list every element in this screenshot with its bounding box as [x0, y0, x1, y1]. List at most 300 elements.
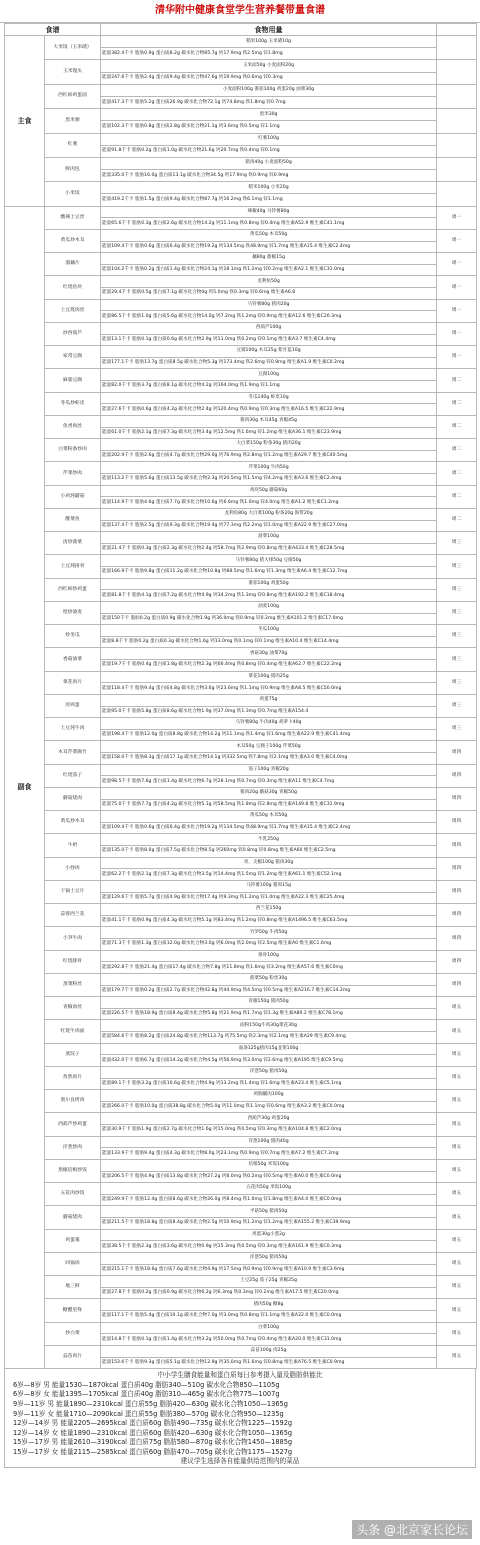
menu-row	[5, 1276, 477, 1288]
ingredients: 洋葱50g 猪肉50g	[101, 1252, 437, 1264]
weekday: 周三	[437, 671, 477, 694]
ingredients: 豆腐100g 木耳25g 紫甘蓝10g	[101, 346, 437, 358]
menu-row	[5, 439, 477, 451]
dish-name: 蒜蓉西兰花	[45, 904, 101, 927]
menu-row	[5, 109, 477, 121]
reference-row: 9岁—11岁 女 能量1710—2090kcal 蛋白质55g 脂肪380—570g 碳水化合物950—1235g	[13, 1409, 284, 1418]
weekday: 周一	[437, 346, 477, 369]
nutrition: 能量71.3千卡 脂肪1.3g 蛋白质12.0g 碳水化合物3.0g 钙6.0mg 铁2.0mg 锌2.5mg 维生素A0 维生素C1.6mg	[101, 939, 437, 951]
menu-row	[5, 927, 477, 939]
menu-row	[5, 811, 477, 823]
weekday: 周一	[437, 322, 477, 345]
menu-row	[5, 741, 477, 753]
nutrition: 能量129.6千卡 脂肪5.7g 蛋白质4.9g 碳水化合物17.4g 钙9.3mg 铁1.2mg 锌1.0mg 维生素A22.3 维生素C25.4mg	[101, 892, 437, 904]
menu-row	[5, 694, 477, 706]
ingredients: 鸡蛋30g小葱2g	[101, 1229, 437, 1241]
dish-name: 小鸡炖蘑菇	[45, 485, 101, 508]
dish-name: 黄瓜炒木耳	[45, 811, 101, 834]
menu-row	[5, 157, 477, 169]
nutrition: 能量61.0千卡 脂肪2.1g 蛋白质7.3g 碳水化合物3.4g 钙12.5mg 铁1.6mg 锌1.2mg 维生素A36.1 维生素C23.9mg	[101, 427, 437, 439]
menu-row	[5, 253, 477, 265]
menu-row	[5, 1136, 477, 1148]
ingredients: 龙利鱼50g	[101, 276, 437, 288]
ingredients: 猪肉30g 木耳45g 青椒45g	[101, 415, 437, 427]
dish-name: 黄瓜炒木耳	[45, 229, 101, 252]
weekday: 周三	[437, 648, 477, 671]
nutrition: 能量177.1千卡 脂肪13.7g 蛋白质8.5g 碳水化合物5.3g 钙173.4mg 铁2.6mg 锌0.9mg 维生素A1.9 维生素C0.2mg	[101, 357, 437, 369]
ingredients: 排骨100g	[101, 950, 437, 962]
weekday: 周五	[437, 1136, 477, 1159]
nutrition: 能量27.8千卡 脂肪0.2g 蛋白质0.9g 碳水化合物6.2g 钙6.3mg 铁0.3mg 锌0.2mg 维生素A17.5 维生素C20.0mg	[101, 1287, 437, 1299]
dish-name: 炝炒油麦	[45, 601, 101, 624]
dish-name: 煎鸡蛋	[45, 694, 101, 717]
nutrition: 能量202.9千卡 脂肪2.6g 蛋白质4.7g 碳水化合物29.0g 钙76.9mg 铁2.8mg 锌1.2mg 维生素A29.7 维生素C40.5mg	[101, 450, 437, 462]
ingredients: 牛乳250g	[101, 834, 437, 846]
ingredients: 红薯100g	[101, 133, 437, 145]
dish-name: 炒西葫芦	[45, 322, 101, 345]
weekday: 周二	[437, 485, 477, 508]
weekday: 周四	[437, 811, 477, 834]
ingredients: 猪肉40g 小麦面粉50g	[101, 157, 437, 169]
ingredients: 西葫芦30g 鸡蛋20g	[101, 1113, 437, 1125]
weekday: 周四	[437, 764, 477, 787]
dish-name: 奥尔良烤肉	[45, 1090, 101, 1113]
menu-row	[5, 625, 477, 637]
nutrition: 能量417.3千卡 脂肪5.2g 蛋白质26.9g 碳水化合物72.1g 钙74.8mg 铁1.8mg 锌0.7mg	[101, 96, 437, 108]
dish-name: 地三鲜	[45, 1276, 101, 1299]
dish-name: 蘑菇烧肉	[45, 787, 101, 810]
nutrition: 能量29.4千卡 脂肪0.5g 蛋白质7.1g 碳水化合物0g 钙5.0mg 铁0.3mg 锌0.6mg 维生素A6.8	[101, 288, 437, 300]
nutrition: 能量382.4千卡 脂肪0.9g 蛋白质8.2g 碳水化合物85.7g 钙17.9mg 铁2.5mg 锌1.8mg	[101, 48, 437, 60]
dish-name: 炒冬瓜	[45, 625, 101, 648]
menu-row	[5, 973, 477, 985]
ingredients: 芹菜100g 牛肉50g	[101, 462, 437, 474]
reference-rows	[5, 1381, 475, 1458]
weekday: 周五	[437, 1322, 477, 1345]
dish-name: 牛奶	[45, 834, 101, 857]
menu-row	[5, 764, 477, 776]
weekday	[437, 60, 477, 84]
menu-row	[5, 485, 477, 497]
weekday: 周二	[437, 415, 477, 438]
ingredients: 土豆25g 茄子25g 青椒25g	[101, 1276, 437, 1288]
nutrition: 能量198.4千卡 脂肪12.0g 蛋白质8.8g 碳水化合物14.2g 钙11.1mg 铁1.4mg 锌1.6mg 维生素A22.9 维生素C41.4mg	[101, 729, 437, 741]
menu-row	[5, 1345, 477, 1357]
ingredients: 蒜苗100g 肉25g	[101, 1345, 437, 1357]
dish-name: 红烧牛肉面	[45, 1020, 101, 1043]
ingredients: 鸡蛋75g	[101, 694, 437, 706]
dish-name: 清炒菠菜	[45, 532, 101, 555]
weekday	[437, 182, 477, 206]
weekday: 周一	[437, 299, 477, 322]
nutrition: 能量113.2千卡 脂肪5.6g 蛋白质13.5g 碳水化合物2.3g 钙20.5mg 铁1.5mg 锌4.2mg 维生素A3.6 维生素C2.4mg	[101, 474, 437, 486]
weekday: 周一	[437, 229, 477, 252]
nutrition: 能量65.6千卡 脂肪0.3g 蛋白质2.6g 碳水化合物14.2g 钙11.1mg 铁0.8mg 锌0.4mg 维生素A52.9 维生素C41.1mg	[101, 218, 437, 230]
reference-note: 建议学生选择各自能量供给范围内的菜品	[180, 1457, 300, 1466]
menu-row	[5, 950, 477, 962]
nutrition: 能量30.9千卡 脂肪1.9g 蛋白质2.7g 碳水化合物1.6g 钙15.0mg 铁0.5mg 锌0.3mg 维生素A104.8 维生素C2.0mg	[101, 1125, 437, 1137]
weekday: 周五	[437, 1113, 477, 1136]
dish-name: 鸡蛋羹	[45, 1229, 101, 1252]
dish-name: 蒸菜粉丝	[45, 973, 101, 996]
weekday: 周二	[437, 508, 477, 531]
weekday: 周四	[437, 973, 477, 996]
ingredients: 菜花100g 猪肉25g	[101, 671, 437, 683]
weekday	[437, 109, 477, 133]
nutrition: 能量21.4千卡 脂肪0.3g 蛋白质2.3g 碳水化合物2.4g 钙58.7mg 铁2.9mg 锌0.8mg 维生素A433.4 维生素C28.5mg	[101, 543, 437, 555]
menu-row	[5, 84, 477, 96]
dish-name: 冬瓜炒虾皮	[45, 392, 101, 415]
category-cell: 主食	[5, 36, 45, 207]
nutrition: 能量75.0千卡 脂肪7.7g 蛋白质4.2g 碳水化合物5.1g 钙58.5mg 铁1.8mg 锌2.8mg 维生素A149.8 维生素C31.9mg	[101, 799, 437, 811]
dish-name: 黑米粥	[45, 109, 101, 133]
menu-row	[5, 1183, 477, 1195]
menu-row	[5, 36, 477, 48]
dish-name: 白菜粉条炒肉	[45, 439, 101, 462]
dish-name: 酸辣土豆丝	[45, 206, 101, 229]
dish-name: 蘑菇烧肉	[45, 1206, 101, 1229]
nutrition: 能量150千卡 脂肪0.2g 蛋白质0.9g 碳水化合物1.9g 钙36.0mg 铁0.9mg 锌0.2mg 维生素A101.2 维生素C17.0mg	[101, 613, 437, 625]
ingredients: 猪肉50g 糖8g	[101, 1299, 437, 1311]
weekday: 周二	[437, 392, 477, 415]
nutrition: 能量13.1千卡 脂肪0.1g 蛋白质0.6g 碳水化合物2.9g 钙11.0mg 铁0.2mg 锌0.1mg 维生素A3.7 维生素C4.4mg	[101, 334, 437, 346]
dish-name: 西葫芦炒鸡蛋	[45, 1113, 101, 1136]
menu-row	[5, 904, 477, 916]
dish-name: 土豆炖牛肉	[45, 718, 101, 741]
reference-row: 12岁—14岁 男 能量2205—2695kcal 蛋白质60g 脂肪490—735g 碳水化合物1225—1592g	[13, 1419, 293, 1428]
dish-name: 麻婆豆腐	[45, 369, 101, 392]
page-title: 清华附中健康食堂学生营养餐带量食谱	[0, 0, 480, 23]
nutrition: 能量114.9千卡 脂肪4.6g 蛋白质7.7g 碳水化合物10.6g 钙6.6mg 铁1.0mg 锌4.0mg 维生素A1.2 维生素C1.2mg	[101, 497, 437, 509]
nutrition: 能量432.0千卡 脂肪6.7g 蛋白质14.2g 碳水化合物4.5g 钙56.9mg 铁3.0mg 锌2.6mg 维生素A195 维生素C9.5mg	[101, 1055, 437, 1067]
weekday: 周一	[437, 206, 477, 229]
dish-name: 木耳芹菜腐竹	[45, 741, 101, 764]
menu-row	[5, 182, 477, 194]
menu-row	[5, 1252, 477, 1264]
menu-row	[5, 834, 477, 846]
reference-row: 6岁—8岁 男 能量1530—1870kcal 蛋白质40g 脂肪340—510g 碳水化合物850—1105g	[13, 1380, 280, 1389]
weekday: 周五	[437, 1206, 477, 1229]
nutrition: 能量86.5千卡 脂肪1.0g 蛋白质5.6g 碳水化合物14.0g 钙7.2mg 铁1.2mg 锌0.9mg 维生素A12.6 维生素C20.3mg	[101, 311, 437, 323]
ingredients: 西葫芦100g	[101, 322, 437, 334]
ingredients: 洋葱100g 猪肉40g	[101, 1136, 437, 1148]
dish-name: 红烧鱼块	[45, 276, 101, 299]
weekday	[437, 36, 477, 60]
nutrition: 能量104.2千卡 脂肪0.2g 蛋白质1.4g 碳水化合物24.1g 钙18.1mg 铁1.2mg 锌0.2mg 维生素A2.1 维生素C31.0mg	[101, 264, 437, 276]
ingredients: 油麦100g	[101, 601, 437, 613]
nutrition: 能量137.4千卡 脂肪2.5g 蛋白质9.3g 碳水化合物19.4g 钙77.3mg 铁2.2mg 锌1.0mg 维生素A22.9 维生素C27.0mg	[101, 520, 437, 532]
menu-row	[5, 648, 477, 660]
nutrition: 能量166.9千卡 脂肪9.8g 蛋白质11.2g 碳水化合物10.8g 钙88.5mg 铁1.6mg 锌1.3mg 维生素A6.4 维生素C12.7mg	[101, 567, 437, 579]
ingredients: 冬瓜140g 虾皮10g	[101, 392, 437, 404]
ingredients: 大白菜150g 粉条30g 猪肉20g	[101, 439, 437, 451]
nutrition: 能量158.0千卡 脂肪8.3g 蛋白质17.1g 碳水化合物14.1g 钙332.5mg 铁7.8mg 锌2.1mg 维生素A3.0 维生素C4.0mg	[101, 753, 437, 765]
nutrition: 能量62.2千卡 脂肪2.1g 蛋白质7.3g 碳水化合物3.5g 钙14.4mg 铁1.5mg 锌1.2mg 维生素A61.1 维生素C52.1mg	[101, 869, 437, 881]
dish-name: 孜然肉片	[45, 1066, 101, 1089]
menu-row	[5, 532, 477, 544]
amount-header: 食物用量	[101, 24, 437, 36]
nutrition: 能量133.9千卡 脂肪9.4g 蛋白质4.3g 碳水化合物8.0g 钙23.1mg 铁0.9mg 锌0.7mg 维生素A7.2 维生素C7.2mg	[101, 1148, 437, 1160]
weekday: 周五	[437, 1229, 477, 1252]
weekday: 周二	[437, 439, 477, 462]
menu-table	[4, 23, 477, 1369]
menu-row	[5, 229, 477, 241]
dish-name: 五花肉炒饭	[45, 1183, 101, 1206]
ingredients: 洋葱50g 猪肉50g	[101, 1066, 437, 1078]
dish-name: 糖醋里脊	[45, 1299, 101, 1322]
ingredients: 马铃薯100g 猪肉15g	[101, 880, 437, 892]
dish-name: 红烧排骨	[45, 950, 101, 973]
menu-row	[5, 1229, 477, 1241]
staple-section	[5, 36, 477, 207]
ingredients: 面粉150g牛肉30g菜花30g	[101, 1020, 437, 1032]
menu-row	[5, 508, 477, 520]
menu-row	[5, 601, 477, 613]
dish-name: 家常豆腐	[45, 346, 101, 369]
nutrition: 能量41.1千卡 脂肪0.9g 蛋白质4.3g 碳水化合物5.1g 钙83.4mg 铁1.2mg 锌0.8mg 维生素A1496.5 维生素C63.5mg	[101, 915, 437, 927]
ingredients: 番茄100g 鸡蛋50g	[101, 578, 437, 590]
ingredients: 豆腐100g	[101, 369, 437, 381]
weekday	[437, 133, 477, 157]
dish-name: 土豆炖排骨	[45, 555, 101, 578]
weekday: 周三	[437, 555, 477, 578]
nutrition: 能量109.4千卡 脂肪0.6g 蛋白质6.4g 碳水化合物19.2g 钙134.5mg 铁48.9mg 锌1.7mg 维生素A15.4 维生素C2.4mg	[101, 822, 437, 834]
menu-row	[5, 462, 477, 474]
weekday: 周四	[437, 741, 477, 764]
dish-name: 青椒肉丝	[45, 997, 101, 1020]
nutrition: 能量266.0千卡 脂肪10.0g 蛋白质38.8g 碳水化合物5.0g 钙11.0mg 铁1.1mg 锌0.6mg 维生素A3.2 维生素C0.0mg	[101, 1101, 437, 1113]
menu-row	[5, 578, 477, 590]
ingredients: 青椒150g 猪肉50g	[101, 997, 437, 1009]
menu-row	[5, 206, 477, 218]
ingredients: 面条125g猪肉15g韭菜100g	[101, 1043, 437, 1055]
dish-name: 炒白菜	[45, 1322, 101, 1345]
ingredients: 黄瓜50g 木耳50g	[101, 229, 437, 241]
dish-name: 大米饭（玉米碴）	[45, 36, 101, 60]
ingredients: 菠菜100g	[101, 532, 437, 544]
nutrition: 能量14.8千卡 脂肪0.1g 蛋白质1.4g 碳水化合物3.2g 钙50.0mg 铁0.7mg 锌0.4mg 维生素A20.0 维生素C31.0mg	[101, 1334, 437, 1346]
weekday: 周五	[437, 1090, 477, 1113]
dish-name: 鱼香肉丝	[45, 415, 101, 438]
nutrition: 能量135.0千卡 脂肪8.0g 蛋白质7.5g 碳水化合物8.5g 钙260mg 铁0.8mg 锌0.8mg 维生素A60 维生素C2.5mg	[101, 846, 437, 858]
menu-row	[5, 671, 477, 683]
ingredients: 菠菜50g 粉丝30g	[101, 973, 437, 985]
weekday: 周四	[437, 857, 477, 880]
weekday: 周五	[437, 997, 477, 1020]
weekday: 周二	[437, 462, 477, 485]
ingredients: 玉米面50g 小麦面粉20g	[101, 60, 437, 72]
menu-row	[5, 1206, 477, 1218]
reference-row: 12岁—14岁 女 能量1890—2310kcal 蛋白质60g 脂肪420—630g 碳水化合物1050—1365g	[13, 1428, 293, 1437]
weekday: 周四	[437, 834, 477, 857]
menu-row	[5, 392, 477, 404]
ingredients: 黑米30g	[101, 109, 437, 121]
nutrition: 能量117.1千卡 脂肪5.4g 蛋白质10.1g 碳水化合物7.0g 钙3.0mg 铁0.8mg 锌1.1mg 维生素A22.0 维生素C0.0mg	[101, 1311, 437, 1323]
nutrition: 能量109.4千卡 脂肪0.6g 蛋白质6.4g 碳水化合物19.2g 钙134.5mg 铁48.9mg 锌1.7mg 维生素A15.4 维生素C2.4mg	[101, 241, 437, 253]
dish-name: 西红柿炒鸡蛋	[45, 578, 101, 601]
menu-row	[5, 1043, 477, 1055]
ingredients: 鸡胸脯肉100g	[101, 1090, 437, 1102]
menu-row	[5, 857, 477, 869]
ingredients: 茄子100g 青椒20g	[101, 764, 437, 776]
weekday: 周五	[437, 1066, 477, 1089]
nutrition: 能量91.8千卡 脂肪0.2g 蛋白质1.0g 碳水化合物21.6g 钙20.7mg 铁0.4mg 锌0.1mg	[101, 145, 437, 157]
nutrition: 能量38.5千卡 脂肪2.3g 蛋白质3.6g 碳水化合物0.9g 钙15.3mg 铁0.5mg 锌0.3mg 维生素A161.9 维生素C0.3mg	[101, 1241, 437, 1253]
week-header	[437, 24, 477, 36]
menu-row	[5, 346, 477, 358]
weekday: 周五	[437, 1345, 477, 1368]
menu-row	[5, 276, 477, 288]
nutrition: 能量419.2千卡 脂肪1.5g 蛋白质9.4g 碳水化合物87.7g 钙16.2mg 铁6.1mg 锌1.1mg	[101, 194, 437, 206]
dish-name: 小米饭	[45, 182, 101, 206]
category-cell: 副食	[5, 206, 45, 1369]
nutrition: 能量215.1千卡 脂肪18.6g 蛋白质7.6g 碳水化合物4.9g 钙17.5mg 铁0.9mg 锌0.9mg 维生素A10.9 维生素C3.6mg	[101, 1264, 437, 1276]
weekday: 周五	[437, 1252, 477, 1275]
dish-name: 小炒肉	[45, 857, 101, 880]
nutrition: 能量247.6千卡 脂肪2.4g 蛋白质9.4g 碳水化合物47.6g 钙19.9mg 铁0.6mg 锌0.3mg	[101, 72, 437, 84]
dish-name: 红薯	[45, 133, 101, 157]
weekday: 周二	[437, 369, 477, 392]
weekday: 周四	[437, 787, 477, 810]
weekday: 周五	[437, 1183, 477, 1206]
nutrition: 能量584.6千卡 脂肪8.2g 蛋白质24.8g 碳水化合物113.7g 钙75.5mg 铁2.3mg 锌2.1mg 维生素A29 维生素C9.4mg	[101, 1032, 437, 1044]
dish-name: 芹菜炒肉	[45, 462, 101, 485]
ingredients: 鸡块50g 蘑菇60g	[101, 485, 437, 497]
weekday: 周五	[437, 1159, 477, 1182]
dish-name: 回锅肉	[45, 1252, 101, 1275]
weekday: 周三	[437, 601, 477, 624]
dish-name: 土豆烧肉丝	[45, 299, 101, 322]
ingredients: 稻米100g 玉米碴10g	[101, 36, 437, 48]
weekday: 周三	[437, 578, 477, 601]
dish-name: 蒜苗肉片	[45, 1345, 101, 1368]
weekday: 周五	[437, 1043, 477, 1066]
ingredients: 马铃薯80g 猪大排50g 豆腐50g	[101, 555, 437, 567]
nutrition: 能量102.3千卡 脂肪0.8g 蛋白质2.8g 碳水化合物21.1g 钙3.6mg 铁0.5mg 锌1.1mg	[101, 121, 437, 133]
nutrition: 能量226.5千卡 脂肪18.9g 蛋白质8.4g 碳水化合物5.8g 钙21.9mg 铁1.7mg 锌1.3g 维生素A80.2 维生素C78.1mg	[101, 1008, 437, 1020]
ingredients: 马铃薯80g 猪肉20g	[101, 299, 437, 311]
nutrition: 能量292.8千卡 脂肪21.4g 蛋白质17.4g 碳水化合物7.8g 钙11.8mg 铁1.6mg 锌3.2mg 维生素A57.6 维生素C0mg	[101, 962, 437, 974]
nutrition: 能量89.1千卡 脂肪3.2g 蛋白质10.6g 碳水化合物4.9g 钙13.2mg 铁1.4mg 锌1.6mg 维生素A23.4 维生素C5.1mg	[101, 1078, 437, 1090]
nutrition: 能量81.8千卡 脂肪4.1g 蛋白质7.2g 碳水化合物4.9g 钙34.2mg 铁1.3mg 锌0.8mg 维生素A192.2 维生素C18.4mg	[101, 590, 437, 602]
nutrition: 能量82.0千卡 脂肪3.7g 蛋白质8.1g 碳水化合物4.2g 钙164.0mg 铁1.9mg 锌1.1mg	[101, 381, 437, 393]
weekday: 周四	[437, 927, 477, 950]
weekday: 周四	[437, 880, 477, 903]
ingredients: 小麦面粉100g 番茄100g 鸡蛋20g 油菜30g	[101, 84, 437, 96]
menu-row	[5, 555, 477, 567]
menu-row	[5, 880, 477, 892]
menu-row	[5, 1299, 477, 1311]
dish-name: 菜花肉片	[45, 671, 101, 694]
side-section	[5, 206, 477, 1369]
weekday: 周一	[437, 253, 477, 276]
dish-name: 鲜肉包	[45, 157, 101, 181]
reference-title: 中小学生膳食能量和蛋白质每日参考摄入量及脂肪供能比	[157, 1371, 323, 1380]
nutrition: 能量27.6千卡 脂肪0.6g 蛋白质4.2g 碳水化合物2.4g 钙120.4mg 铁0.9mg 锌0.3mg 维生素A16.5 维生素C22.9mg	[101, 404, 437, 416]
weekday: 周三	[437, 694, 477, 717]
dish-name: 干锅土豆片	[45, 880, 101, 903]
weekday: 周五	[437, 1020, 477, 1043]
reference-row: 15岁—17岁 男 能量2610—3190kcal 蛋白质75g 脂肪580—870g 碳水化合物1450—1885g	[13, 1438, 293, 1447]
menu-row	[5, 369, 477, 381]
menu-row	[5, 1066, 477, 1078]
nutrition: 能量179.7千卡 脂肪0.2g 蛋白质2.7g 碳水化合物42.8g 钙44.9mg 铁4.5mg 锌0.5mg 维生素A216.7 维生素C14.2mg	[101, 985, 437, 997]
menu-row	[5, 997, 477, 1009]
ingredients: 藕80g 甜椒15g	[101, 253, 437, 265]
ingredients: 五花肉50g 米饭100g	[101, 1183, 437, 1195]
menu-row	[5, 322, 477, 334]
menu-row	[5, 1322, 477, 1334]
menu-table-header	[5, 24, 477, 36]
weekday: 周五	[437, 1276, 477, 1299]
ingredients: 冬瓜100g	[101, 625, 437, 637]
reference-row: 15岁—17岁 女 能量2115—2585kcal 蛋白质60g 脂肪470—705g 碳水化合物1175—1527g	[13, 1447, 293, 1456]
nutrition: 能量98.5千卡 脂肪7.6g 蛋白质1.4g 碳水化合物6.7g 钙28.1mg 铁0.7mg 锌0.3mg 维生素A11 维生素C4.7mg	[101, 776, 437, 788]
nutrition: 能量249.9千卡 脂肪12.4g 蛋白质8.6g 碳水化合物26.0g 钙8.4mg 铁1.0mg 锌1.8mg 维生素A4.0 维生素C0.0mg	[101, 1194, 437, 1206]
nutrition: 能量19.7千卡 脂肪0.4g 蛋白质1.8g 碳水化合物2.3g 钙66.4mg 铁0.8mg 锌0.4mg 维生素A62.7 维生素C22.2mg	[101, 660, 437, 672]
weekday	[437, 157, 477, 181]
ingredients: 竹笋50g 牛肉50g	[101, 927, 437, 939]
weekday	[437, 84, 477, 108]
dish-name: 黑椒培根炒饭	[45, 1159, 101, 1182]
ingredients: 马铃薯80g 牛肉40g 胡萝卜40g	[101, 718, 437, 730]
dish-name: 蒸饺子	[45, 1043, 101, 1066]
ingredients: 木耳50g 豆腐干100g 芹菜50g	[101, 741, 437, 753]
menu-row	[5, 1159, 477, 1171]
menu-row	[5, 1090, 477, 1102]
menu-row	[5, 299, 477, 311]
dish-name: 溜藕片	[45, 253, 101, 276]
weekday: 周一	[437, 276, 477, 299]
weekday: 周四	[437, 904, 477, 927]
dish-name: 洋葱炒肉	[45, 1136, 101, 1159]
recipe-header: 食谱	[5, 24, 101, 36]
ingredients: 黄瓜50g 木耳50g	[101, 811, 437, 823]
ingredients: 平菇50g 猪肉50g	[101, 1206, 437, 1218]
menu-row	[5, 60, 477, 72]
nutrition: 能量211.5千卡 脂肪18.8g 蛋白质8.4g 碳水化合物2.5g 钙10.9mg 铁1.2mg 锌1.2mg 维生素A155.2 维生素C39.9mg	[101, 1218, 437, 1230]
ingredients: 龙利鱼80g 大白菜100g 粉条20g 海带20g	[101, 508, 437, 520]
ingredients: 香菇30g 油菜70g	[101, 648, 437, 660]
dish-name: 小笋牛肉	[45, 927, 101, 950]
dish-name: 西红柿鸡蛋面	[45, 84, 101, 108]
ingredients: 青、尖椒100g 猪肉30g	[101, 857, 437, 869]
weekday: 周四	[437, 950, 477, 973]
weekday: 周三	[437, 532, 477, 555]
watermark: 头条 @北京家长论坛	[352, 1520, 472, 1539]
reference-intake-table	[4, 1369, 476, 1468]
ingredients: 辣椒40g 马铃薯80g	[101, 206, 437, 218]
nutrition: 能量95.0千卡 脂肪5.8g 蛋白质8.6g 碳水化合物1.9g 钙37.0mg 铁1.3mg 锌0.7mg 维生素A154.4	[101, 706, 437, 718]
nutrition: 能量8.8千卡 脂肪0.2g 蛋白质0.3g 碳水化合物1.6g 钙13.0mg 铁0.1mg 锌0.1mg 维生素A10.4 维生素C14.4mg	[101, 636, 437, 648]
menu-row	[5, 133, 477, 145]
reference-row: 6岁—8岁 女 能量1395—1705kcal 蛋白质40g 脂肪310—465g 碳水化合物775—1007g	[13, 1390, 280, 1399]
menu-row	[5, 1113, 477, 1125]
dish-name: 香菇油菜	[45, 648, 101, 671]
dish-name: 玉米馒头	[45, 60, 101, 84]
nutrition: 能量118.4千卡 脂肪9.4g 蛋白质4.8g 碳水化合物3.6g 钙23.6mg 铁1.1mg 锌0.9mg 维生素A8.5 维生素C50.0mg	[101, 683, 437, 695]
weekday: 周三	[437, 625, 477, 648]
weekday: 周五	[437, 1299, 477, 1322]
dish-name: 红烧茄子	[45, 764, 101, 787]
reference-row: 9岁—11岁 男 能量1890—2310kcal 蛋白质55g 脂肪420—630g 碳水化合物1050—1365g	[13, 1399, 288, 1408]
nutrition: 能量153.6千卡 脂肪9.3g 蛋白质5.1g 碳水化合物12.9g 钙35.0mg 铁1.6mg 锌0.8mg 维生素A76.5 维生素C0.9mg	[101, 1357, 437, 1369]
menu-row	[5, 787, 477, 799]
ingredients: 白菜100g	[101, 1322, 437, 1334]
menu-row	[5, 718, 477, 730]
nutrition: 能量206.5千卡 脂肪4.9g 蛋白质13.8g 碳水化合物27.2g 钙8.0mg 铁0.2mg 锌0.5mg 维生素A0.0 维生素C0.0mg	[101, 1171, 437, 1183]
ingredients: 培根50g 米饭100g	[101, 1159, 437, 1171]
